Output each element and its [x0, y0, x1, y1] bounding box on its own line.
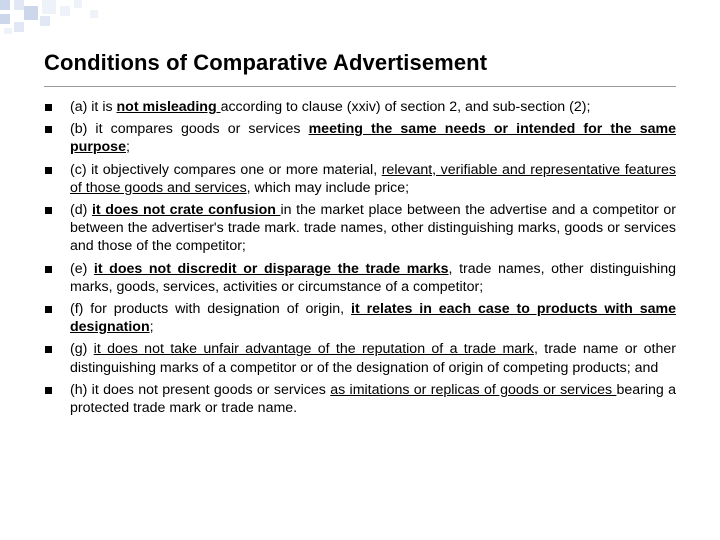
- bullet-square-icon: [45, 346, 52, 353]
- title-divider: [44, 86, 676, 87]
- condition-text: (b) it compares goods or services: [70, 121, 309, 138]
- condition-item: [44, 260, 676, 296]
- condition-text: (d): [70, 202, 92, 219]
- bullet-square-icon: [45, 306, 52, 313]
- emphasized-text: it does not discredit or disparage the trade marks: [93, 260, 449, 277]
- emphasized-text: meeting the same needs or intended for the same purpose: [70, 121, 677, 156]
- bullet-square-icon: [45, 266, 52, 273]
- bullet-square-icon: [45, 167, 52, 174]
- emphasized-text: as imitations or replicas of goods or services: [330, 381, 617, 398]
- condition-text: (e): [70, 260, 94, 277]
- condition-item: [44, 300, 676, 336]
- condition-text: according to clause (xxiv) of section 2, and sub-section (2);: [220, 99, 591, 115]
- emphasized-text: it does not crate confusion: [91, 202, 281, 219]
- corner-decoration: [0, 0, 720, 34]
- condition-text: (f) for products with designation of origin,: [70, 301, 352, 318]
- condition-text: ;: [149, 319, 154, 336]
- condition-text: (c) it objectively compares one or more material,: [70, 161, 382, 178]
- emphasized-text: not misleading: [116, 99, 221, 115]
- condition-text: (a) it is: [70, 99, 117, 115]
- bullet-square-icon: [45, 126, 52, 133]
- condition-text: , which may include price;: [246, 179, 410, 196]
- condition-item: [44, 381, 676, 417]
- bullet-square-icon: [45, 207, 52, 214]
- condition-text: , trade names, other distinguishing marks, goods, services, activities or circumstance of a competitor;: [70, 260, 676, 295]
- condition-text: (h) it does not present goods or services: [70, 381, 331, 398]
- bullet-square-icon: [45, 104, 52, 111]
- emphasized-text: it does not take unfair advantage of the reputation of a trade mark: [93, 341, 534, 358]
- condition-item: [44, 340, 676, 376]
- emphasized-text: it relates in each case to products with same designation: [70, 301, 676, 336]
- condition-text: , trade name or other distinguishing marks of a competitor or of the designation of origin of competing products; and: [70, 341, 677, 376]
- bullet-square-icon: [45, 387, 52, 394]
- emphasized-text: relevant, verifiable and representative features of those goods and services: [70, 161, 676, 196]
- condition-item: [44, 98, 676, 116]
- condition-text: in the market place between the advertise and a competitor or between the advertiser's trade mark. trade names, other distinguishing marks, goods or services and those of the competitor;: [70, 202, 676, 255]
- condition-text: (g): [70, 341, 94, 358]
- condition-item: [44, 201, 676, 256]
- condition-item: [44, 120, 676, 156]
- slide-title: Conditions of Comparative Advertisement: [44, 50, 488, 75]
- condition-text: bearing a protected trade mark or trade name.: [70, 381, 676, 417]
- condition-text: ;: [125, 139, 130, 156]
- condition-item: [44, 161, 676, 197]
- conditions-list: [44, 98, 676, 421]
